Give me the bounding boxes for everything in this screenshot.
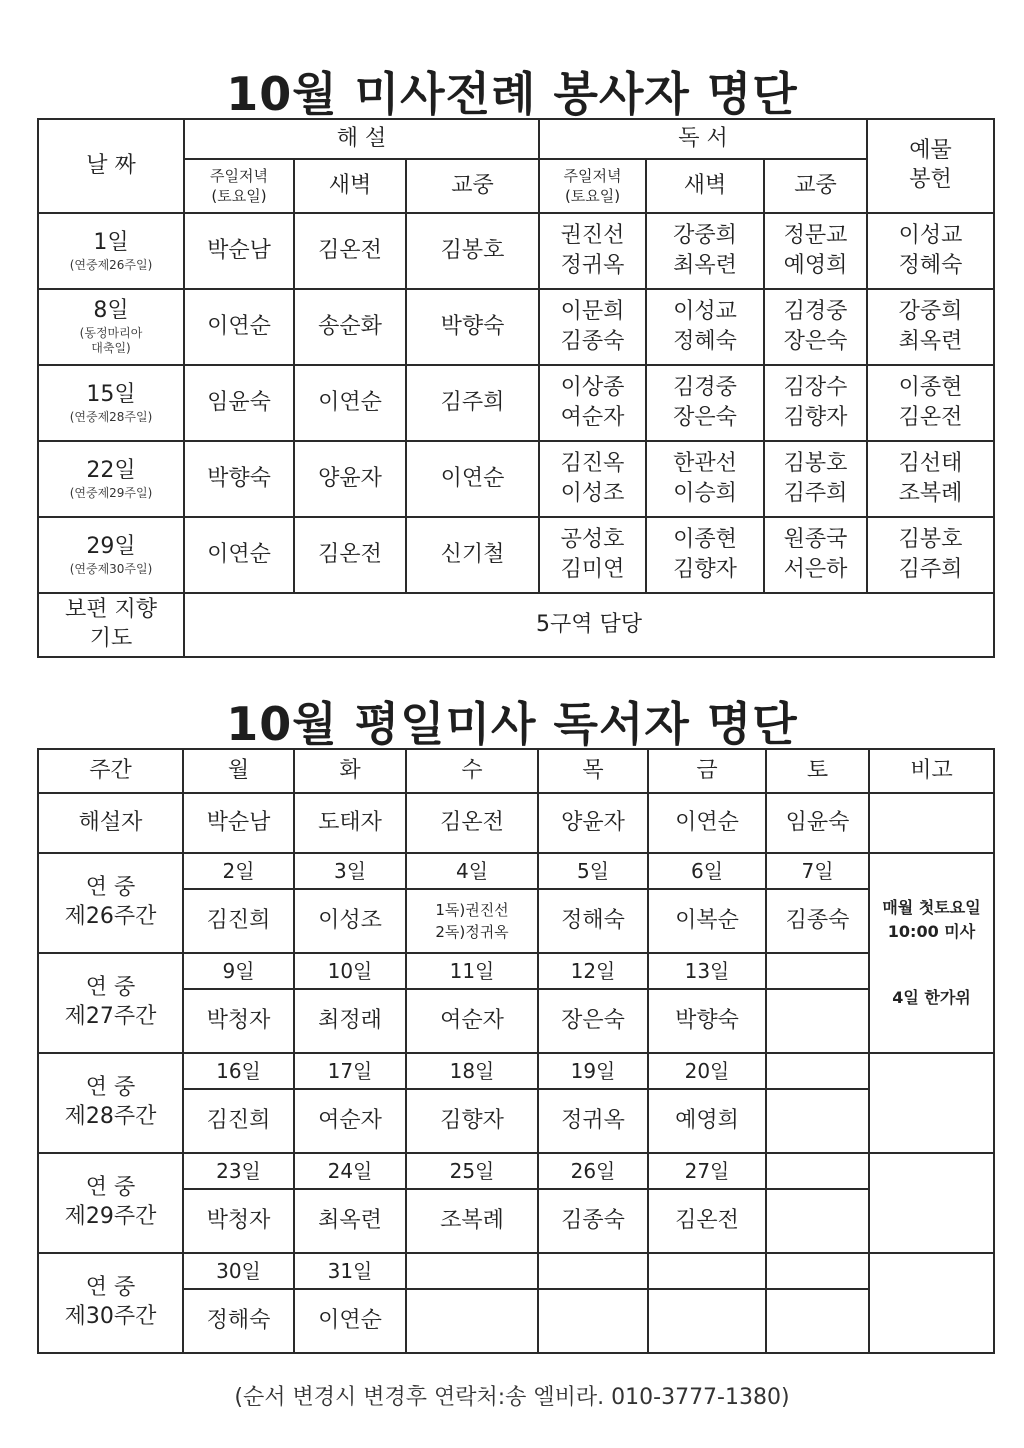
- reading-cell: 김경중 장은숙: [646, 365, 764, 441]
- prayer-label: 보편 지향 기도: [38, 593, 184, 657]
- date-cell: 27일: [648, 1153, 766, 1189]
- date-cell: [406, 1253, 538, 1289]
- weekday-header: 주간: [38, 749, 183, 793]
- mass-volunteer-table: [37, 118, 995, 658]
- reading-cell: 김봉호 김주희: [764, 441, 867, 517]
- date-cell: 23일: [183, 1153, 294, 1189]
- commentator-cell: 김온전: [406, 793, 538, 853]
- date-cell: 11일: [406, 953, 538, 989]
- prayer-value: 5구역 담당: [184, 593, 994, 657]
- commentary-saturday-header: 주일저녁 (토요일): [184, 159, 294, 213]
- commentator-cell: 도태자: [294, 793, 406, 853]
- reading-cell: 권진선 정귀옥: [539, 213, 646, 289]
- reading-cell: 한관선 이승희: [646, 441, 764, 517]
- reading-header: 독 서: [539, 119, 867, 159]
- reading-cell: 김경중 장은숙: [764, 289, 867, 365]
- date-cell: 10일: [294, 953, 406, 989]
- commentary-header: 해 설: [184, 119, 539, 159]
- reading-cell: 김진옥 이성조: [539, 441, 646, 517]
- offering-cell: 이성교 정혜숙: [867, 213, 994, 289]
- commentary-cell: 박순남: [184, 213, 294, 289]
- offering-header: 예물 봉헌: [867, 119, 994, 213]
- reader-cell: [766, 989, 869, 1053]
- reader-cell: 박청자: [183, 989, 294, 1053]
- reader-cell: [406, 1289, 538, 1353]
- date-cell: 18일: [406, 1053, 538, 1089]
- commentary-cell: 김온전: [294, 517, 406, 593]
- reader-cell: 이복순: [648, 889, 766, 953]
- remark-cell: [869, 1053, 994, 1153]
- reading-cell: 이문희 김종숙: [539, 289, 646, 365]
- reading-cell: 강중희 최옥련: [646, 213, 764, 289]
- date-cell: 8일 (동정마리아 대축일): [38, 289, 184, 365]
- commentator-remark: [869, 793, 994, 853]
- week-label: 연 중 제28주간: [38, 1053, 183, 1153]
- reader-cell: 정해숙: [538, 889, 648, 953]
- reader-cell: 김종숙: [766, 889, 869, 953]
- week-label: 연 중 제29주간: [38, 1153, 183, 1253]
- reader-cell: 김종숙: [538, 1189, 648, 1253]
- reader-cell: 김진희: [183, 889, 294, 953]
- date-cell: [648, 1253, 766, 1289]
- reader-cell: 여순자: [406, 989, 538, 1053]
- date-cell: 6일: [648, 853, 766, 889]
- table-row: [38, 289, 994, 365]
- date-cell: [766, 1053, 869, 1089]
- footer-contact: (순서 변경시 변경후 연락처:송 엘비라. 010-3777-1380): [234, 1385, 790, 1410]
- date-header: 날 짜: [38, 119, 184, 213]
- reader-cell: 여순자: [294, 1089, 406, 1153]
- reading-cell: 이종현 김향자: [646, 517, 764, 593]
- commentary-cell: 김주희: [406, 365, 539, 441]
- date-cell: [766, 1253, 869, 1289]
- date-cell: 2일: [183, 853, 294, 889]
- commentator-cell: 박순남: [183, 793, 294, 853]
- date-cell: 16일: [183, 1053, 294, 1089]
- weekday-header: 목: [538, 749, 648, 793]
- reader-cell: 박향숙: [648, 989, 766, 1053]
- reading-saturday-header: 주일저녁 (토요일): [539, 159, 646, 213]
- date-cell: 5일: [538, 853, 648, 889]
- commentator-cell: 임윤숙: [766, 793, 869, 853]
- date-cell: 13일: [648, 953, 766, 989]
- commentary-cell: 박향숙: [184, 441, 294, 517]
- date-cell: 29일 (연중제30주일): [38, 517, 184, 593]
- date-cell: 12일: [538, 953, 648, 989]
- reader-cell: 김향자: [406, 1089, 538, 1153]
- reader-cell: 김온전: [648, 1189, 766, 1253]
- weekday-header: 화: [294, 749, 406, 793]
- week-label: 연 중 제30주간: [38, 1253, 183, 1353]
- commentary-cell: 김온전: [294, 213, 406, 289]
- reader-cell: [648, 1289, 766, 1353]
- reading-cell: 정문교 예영희: [764, 213, 867, 289]
- commentary-dawn-header: 새벽: [294, 159, 406, 213]
- table-row: [38, 365, 994, 441]
- weekday-title: 10월 평일미사 독서자 명단: [226, 697, 798, 751]
- remark-cell: [869, 1253, 994, 1353]
- commentary-cell: 이연순: [294, 365, 406, 441]
- date-cell: 20일: [648, 1053, 766, 1089]
- offering-cell: 이종현 김온전: [867, 365, 994, 441]
- date-cell: [538, 1253, 648, 1289]
- commentary-main-header: 교중: [406, 159, 539, 213]
- date-cell: 31일: [294, 1253, 406, 1289]
- date-cell: 1일 (연중제26주일): [38, 213, 184, 289]
- reader-cell: 예영희: [648, 1089, 766, 1153]
- weekday-header: 비고: [869, 749, 994, 793]
- date-cell: 7일: [766, 853, 869, 889]
- table-row: [38, 441, 994, 517]
- date-cell: 24일: [294, 1153, 406, 1189]
- weekday-reader-table: [37, 748, 995, 1354]
- date-cell: 3일: [294, 853, 406, 889]
- reader-cell: [766, 1289, 869, 1353]
- offering-cell: 김선태 조복례: [867, 441, 994, 517]
- reader-cell: 최정래: [294, 989, 406, 1053]
- reader-cell: 정귀옥: [538, 1089, 648, 1153]
- date-cell: [766, 1153, 869, 1189]
- date-cell: 17일: [294, 1053, 406, 1089]
- weekday-header: 금: [648, 749, 766, 793]
- reader-cell: 김진희: [183, 1089, 294, 1153]
- date-cell: [766, 953, 869, 989]
- table-row: [38, 213, 994, 289]
- week-label: 연 중 제27주간: [38, 953, 183, 1053]
- reading-cell: 김장수 김향자: [764, 365, 867, 441]
- commentary-cell: 송순화: [294, 289, 406, 365]
- reader-cell: [766, 1089, 869, 1153]
- remark-cell: [869, 1153, 994, 1253]
- reading-cell: 공성호 김미연: [539, 517, 646, 593]
- offering-cell: 김봉호 김주희: [867, 517, 994, 593]
- weekday-header: 수: [406, 749, 538, 793]
- commentary-cell: 김봉호: [406, 213, 539, 289]
- commentator-cell: 양윤자: [538, 793, 648, 853]
- reading-cell: 이성교 정혜숙: [646, 289, 764, 365]
- reader-cell: [538, 1289, 648, 1353]
- weekday-header: 토: [766, 749, 869, 793]
- offering-cell: 강중희 최옥련: [867, 289, 994, 365]
- weekday-header: 월: [183, 749, 294, 793]
- commentary-cell: 임윤숙: [184, 365, 294, 441]
- remark-cell: 매월 첫토요일 10:00 미사 4일 한가위: [869, 853, 994, 1053]
- reading-main-header: 교중: [764, 159, 867, 213]
- date-cell: 15일 (연중제28주일): [38, 365, 184, 441]
- commentary-cell: 신기철: [406, 517, 539, 593]
- date-cell: 30일: [183, 1253, 294, 1289]
- commentary-cell: 박향숙: [406, 289, 539, 365]
- table-row: [38, 517, 994, 593]
- date-cell: 25일: [406, 1153, 538, 1189]
- reader-cell: 박청자: [183, 1189, 294, 1253]
- commentator-label: 해설자: [38, 793, 183, 853]
- reader-cell: 정해숙: [183, 1289, 294, 1353]
- week-label: 연 중 제26주간: [38, 853, 183, 953]
- date-cell: 19일: [538, 1053, 648, 1089]
- date-cell: 22일 (연중제29주일): [38, 441, 184, 517]
- schedule-title: 10월 미사전례 봉사자 명단: [226, 67, 798, 121]
- reader-cell: 최옥련: [294, 1189, 406, 1253]
- commentary-cell: 이연순: [184, 289, 294, 365]
- commentary-cell: 이연순: [406, 441, 539, 517]
- date-cell: 4일: [406, 853, 538, 889]
- commentary-cell: 양윤자: [294, 441, 406, 517]
- date-cell: 26일: [538, 1153, 648, 1189]
- reading-dawn-header: 새벽: [646, 159, 764, 213]
- commentary-cell: 이연순: [184, 517, 294, 593]
- commentator-cell: 이연순: [648, 793, 766, 853]
- reading-cell: 이상종 여순자: [539, 365, 646, 441]
- date-cell: 9일: [183, 953, 294, 989]
- reader-cell: 장은숙: [538, 989, 648, 1053]
- reader-cell: 이성조: [294, 889, 406, 953]
- reader-cell: 조복례: [406, 1189, 538, 1253]
- reading-cell: 원종국 서은하: [764, 517, 867, 593]
- reader-cell: [766, 1189, 869, 1253]
- reader-cell: 1독)권진선 2독)정귀옥: [406, 889, 538, 953]
- reader-cell: 이연순: [294, 1289, 406, 1353]
